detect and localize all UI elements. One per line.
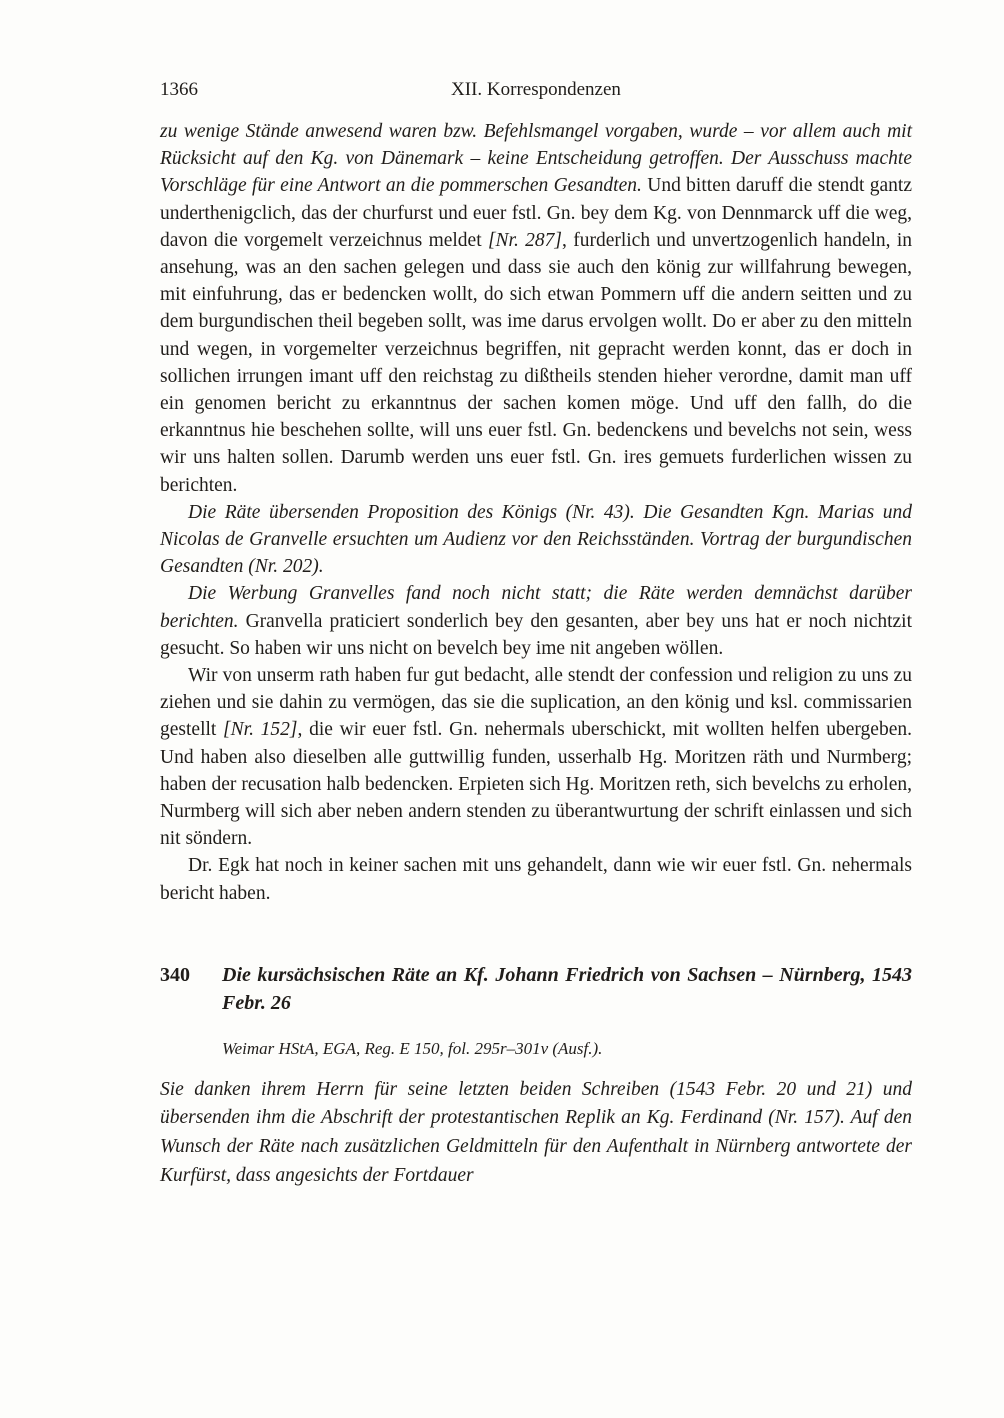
source-quote-run: , furderlich und unvertzogenlich handeln, in ansehung, was an den sachen gelegen und dass sie auch den könig zur willfahrung bewegen, mit einfuhrung, das er bedencken wollt, do sich etwan Pommern uff die andern seitten und zu dem burgundischen theil begeben sollt, was ime darus ervolgen wollt. Do er aber zu den mitteln und wegen, in vorgemelter verzeichnus begriffen, nit gepracht werden konnt, das er doch in sollichen irrungen imant uff den reichstag zu dißtheils stenden hieher verordne, damit man uff ein genomen bericht zu erkanntnus der sachen komen möge. Und uff den fallh, do die erkanntnus hie beschehen sollte, will uns euer fstl. Gn. bedenckens und bevelchs not sein, wess wir uns halten sollen. Darumb werden uns euer fstl. Gn. ires gemuets furderlichen wissen zu berichten. [160, 229, 912, 496]
entry-number: 340 [160, 963, 190, 986]
nr-reference: [Nr. 287] [487, 229, 563, 251]
archive-reference: Weimar HStA, EGA, Reg. E 150, fol. 295r–301v (Ausf.). [222, 1038, 603, 1058]
entry-340 [160, 961, 912, 1190]
nr-reference: [Nr. 152] [223, 719, 298, 741]
entry-heading [160, 961, 912, 1018]
source-quote-run: , die wir euer fstl. Gn. nehermals uberschickt, mit wollten helfen ubergeben. Und haben also dieselben alle guttwillig funden, usserhalb Hg. Moritzen räth und Nurmberg; haben der recusation halb bedencken. Erpieten sich Hg. Moritzen reth, sich bevelchs zu erholen, Nurmberg will sich aber neben andern stenden zu überantwurtung der schrift einlassen und sich nit söndern. [160, 719, 912, 850]
editor-summary-run: Die Werbung Granvelles fand noch nicht statt; die Räte werden demnächst darüber berichten. [160, 583, 912, 632]
paragraph [160, 499, 912, 581]
paragraph [160, 662, 912, 852]
source-quote-run: Dr. Egk hat noch in keiner sachen mit uns gehandelt, dann wie wir euer fstl. Gn. nehermals bericht haben. [160, 855, 912, 904]
source-quote-run: Und bitten daruff die stendt gantz underthenigclich, das der churfurst und euer fstl. Gn. bey dem Kg. von Dennmarck uff die weg, davon die vorgemelt verzeichnus meldet [160, 175, 912, 251]
entry-title: Die kursächsischen Räte an Kf. Johann Friedrich von Sachsen – Nürnberg, 1543 Febr. 26 [222, 963, 912, 1015]
source-quote-run: Granvella praticiert sonderlich bey den gesanten, aber bey uns hat er noch nichtzit gesucht. So haben wir uns nicht on bevelch bey ime nit angeben wöllen. [160, 610, 913, 659]
page-number: 1366 [160, 79, 198, 100]
paragraph [160, 580, 912, 662]
paragraph [160, 852, 912, 906]
letter-text [160, 118, 912, 907]
page-content [160, 78, 912, 1190]
entry-summary: Sie danken ihrem Herrn für seine letzten beiden Schreiben (1543 Febr. 20 und 21) und übersenden ihm die Abschrift der protestantischen Replik an Kg. Ferdinand (Nr. 157). Auf den Wunsch der Räte nach zusätzlichen Geldmitteln für den Aufenthalt in Nürnberg antwortete der Kurfürst, dass angesichts der Fortdauer [160, 1078, 912, 1186]
paragraph-continuation [160, 118, 912, 499]
source-quote-run: Wir von unserm rath haben fur gut bedacht, alle stendt der confession und religion zu uns zu ziehen und sie dahin zu vermögen, das sie die suplication, an den könig und ksl. commissarien gestellt [160, 665, 912, 741]
running-title: XII. Korrespondenzen [451, 79, 621, 100]
editor-summary-run: Die Räte übersenden Proposition des Königs (Nr. 43). Die Gesandten Kgn. Marias und Nicolas de Granvelle ersuchten um Audienz vor den Reichsständen. Vortrag der burgundischen Gesandten (Nr. 202). [160, 501, 912, 578]
running-head [160, 78, 912, 102]
editor-summary-run: zu wenige Stände anwesend waren bzw. Befehlsmangel vorgaben, wurde – vor allem auch mit Rücksicht auf den Kg. von Dänemark – keine Entscheidung getroffen. Der Ausschuss machte Vorschläge für eine Antwort an die pommerschen Gesandten. [160, 121, 912, 197]
